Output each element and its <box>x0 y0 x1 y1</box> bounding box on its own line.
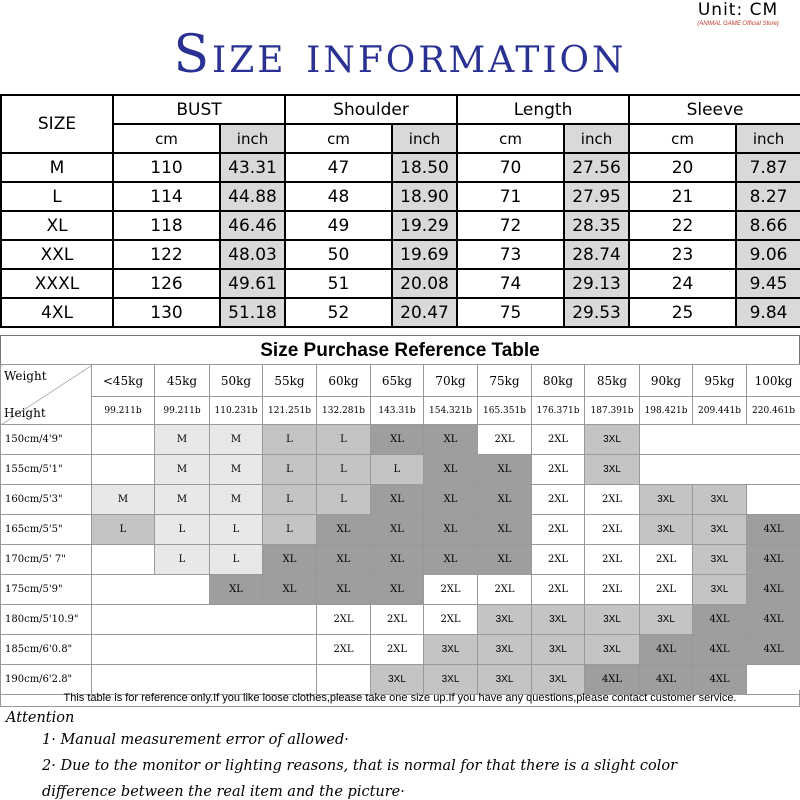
recommended-size-cell: XL <box>424 545 478 575</box>
recommended-size-cell: XL <box>371 515 424 545</box>
unit-header-inch: inch <box>220 124 285 153</box>
recommended-size-cell: 2XL <box>317 605 371 635</box>
recommended-size-cell: 3XL <box>371 665 424 695</box>
recommended-size-cell: 3XL <box>424 635 478 665</box>
cm-value: 49 <box>285 211 392 240</box>
weight-lb-header: 220.461b <box>747 397 800 425</box>
recommended-size-cell: 2XL <box>478 425 532 455</box>
reference-note: This table is for reference only.If you like loose clothes,please take one size up.If you have any questions,please contact customer service. <box>0 690 800 707</box>
recommended-size-cell: 3XL <box>585 425 640 455</box>
recommended-size-cell: 3XL <box>693 485 747 515</box>
size-information-table <box>0 94 800 328</box>
weight-lb-header: 99.211b <box>155 397 210 425</box>
empty-cell <box>92 605 317 635</box>
unit-header-cm: cm <box>629 124 736 153</box>
recommended-size-cell: XL <box>424 515 478 545</box>
weight-kg-header: 70kg <box>424 365 478 397</box>
recommended-size-cell: L <box>263 515 317 545</box>
size-label: XXL <box>1 240 113 269</box>
cm-value: 70 <box>457 153 564 182</box>
recommended-size-cell: 2XL <box>478 575 532 605</box>
recommended-size-cell: XL <box>478 455 532 485</box>
weight-lb-header: 187.391b <box>585 397 640 425</box>
recommended-size-cell: 2XL <box>532 575 585 605</box>
attention-item: 1· Manual measurement error of allowed· <box>42 732 349 748</box>
recommended-size-cell: 4XL <box>747 545 800 575</box>
inch-value: 20.08 <box>392 269 457 298</box>
recommended-size-cell: 3XL <box>532 605 585 635</box>
recommended-size-cell: 4XL <box>585 665 640 695</box>
weight-lb-header: 110.231b <box>210 397 263 425</box>
page-title: Size information <box>173 25 627 85</box>
recommended-size-cell: 2XL <box>424 605 478 635</box>
weight-lb-header: 198.421b <box>640 397 693 425</box>
empty-cell <box>92 635 317 665</box>
recommended-size-cell: L <box>317 455 371 485</box>
unit-header-cm: cm <box>285 124 392 153</box>
weight-lb-header: 176.371b <box>532 397 585 425</box>
size-row <box>1 269 800 298</box>
height-label: 180cm/5'10.9" <box>1 605 92 635</box>
empty-cell <box>640 455 800 485</box>
group-header-length: Length <box>457 95 629 124</box>
unit-header-cm: cm <box>113 124 220 153</box>
inch-value: 29.53 <box>564 298 629 327</box>
recommended-size-cell: L <box>155 545 210 575</box>
empty-cell <box>92 575 210 605</box>
size-label: L <box>1 182 113 211</box>
inch-value: 49.61 <box>220 269 285 298</box>
inch-value: 20.47 <box>392 298 457 327</box>
attention-item: 2· Due to the monitor or lighting reasons, that is normal for that there is a slight color <box>42 758 678 774</box>
recommended-size-cell: 2XL <box>371 605 424 635</box>
empty-cell <box>92 455 155 485</box>
recommended-size-cell: XL <box>317 545 371 575</box>
recommended-size-cell: 3XL <box>424 665 478 695</box>
unit-text: Unit: CM <box>697 0 779 20</box>
unit-header-inch: inch <box>392 124 457 153</box>
size-header: SIZE <box>1 95 113 153</box>
recommended-size-cell: 3XL <box>640 605 693 635</box>
recommended-size-cell: L <box>317 485 371 515</box>
cm-value: 25 <box>629 298 736 327</box>
cm-value: 50 <box>285 240 392 269</box>
reference-row <box>1 545 800 575</box>
inch-value: 8.27 <box>736 182 800 211</box>
recommended-size-cell: 3XL <box>640 485 693 515</box>
recommended-size-cell: XL <box>371 485 424 515</box>
height-label: 175cm/5'9" <box>1 575 92 605</box>
recommended-size-cell: 2XL <box>532 515 585 545</box>
inch-value: 48.03 <box>220 240 285 269</box>
recommended-size-cell: 3XL <box>693 515 747 545</box>
recommended-size-cell: 4XL <box>693 635 747 665</box>
size-label: M <box>1 153 113 182</box>
cm-value: 47 <box>285 153 392 182</box>
size-row <box>1 240 800 269</box>
recommended-size-cell: M <box>210 455 263 485</box>
recommended-size-cell: 3XL <box>532 665 585 695</box>
reference-row <box>1 485 800 515</box>
recommended-size-cell: XL <box>317 575 371 605</box>
height-label: 185cm/6'0.8" <box>1 635 92 665</box>
recommended-size-cell: M <box>210 425 263 455</box>
inch-value: 46.46 <box>220 211 285 240</box>
inch-value: 9.06 <box>736 240 800 269</box>
recommended-size-cell: XL <box>263 575 317 605</box>
cm-value: 114 <box>113 182 220 211</box>
inch-value: 9.45 <box>736 269 800 298</box>
recommended-size-cell: 2XL <box>532 545 585 575</box>
recommended-size-cell: 4XL <box>640 635 693 665</box>
recommended-size-cell: 3XL <box>478 605 532 635</box>
weight-lb-header: 209.441b <box>693 397 747 425</box>
cm-value: 51 <box>285 269 392 298</box>
recommended-size-cell: L <box>210 515 263 545</box>
recommended-size-cell: 2XL <box>317 635 371 665</box>
cm-value: 73 <box>457 240 564 269</box>
unit-label <box>683 0 793 28</box>
recommended-size-cell: 4XL <box>640 665 693 695</box>
weight-kg-header: 65kg <box>371 365 424 397</box>
group-header-shoulder: Shoulder <box>285 95 457 124</box>
inch-value: 18.90 <box>392 182 457 211</box>
recommended-size-cell: L <box>263 485 317 515</box>
weight-lb-header: 143.31b <box>371 397 424 425</box>
recommended-size-cell: XL <box>478 515 532 545</box>
recommended-size-cell: XL <box>371 575 424 605</box>
recommended-size-cell: XL <box>210 575 263 605</box>
recommended-size-cell: 2XL <box>585 545 640 575</box>
recommended-size-cell: 2XL <box>585 485 640 515</box>
group-header-sleeve: Sleeve <box>629 95 800 124</box>
recommended-size-cell: 4XL <box>747 605 800 635</box>
recommended-size-cell: XL <box>478 545 532 575</box>
cm-value: 130 <box>113 298 220 327</box>
weight-kg-header: <45kg <box>92 365 155 397</box>
size-label: XXXL <box>1 269 113 298</box>
recommended-size-cell: L <box>371 455 424 485</box>
recommended-size-cell: L <box>155 515 210 545</box>
height-label: 190cm/6'2.8" <box>1 665 92 695</box>
recommended-size-cell: 2XL <box>424 575 478 605</box>
inch-value: 8.66 <box>736 211 800 240</box>
height-label: 160cm/5'3" <box>1 485 92 515</box>
recommended-size-cell: L <box>263 425 317 455</box>
weight-kg-header: 95kg <box>693 365 747 397</box>
cm-value: 75 <box>457 298 564 327</box>
reference-row <box>1 635 800 665</box>
unit-header-inch: inch <box>736 124 800 153</box>
recommended-size-cell: XL <box>317 515 371 545</box>
cm-value: 48 <box>285 182 392 211</box>
cm-value: 122 <box>113 240 220 269</box>
recommended-size-cell: M <box>210 485 263 515</box>
cm-value: 52 <box>285 298 392 327</box>
recommended-size-cell: 4XL <box>693 605 747 635</box>
recommended-size-cell: M <box>155 425 210 455</box>
recommended-size-cell: XL <box>371 425 424 455</box>
recommended-size-cell: L <box>92 515 155 545</box>
recommended-size-cell: 2XL <box>532 485 585 515</box>
cm-value: 20 <box>629 153 736 182</box>
inch-value: 7.87 <box>736 153 800 182</box>
recommended-size-cell: 2XL <box>640 545 693 575</box>
weight-height-corner <box>1 365 92 425</box>
recommended-size-cell: XL <box>371 545 424 575</box>
inch-value: 43.31 <box>220 153 285 182</box>
cm-value: 71 <box>457 182 564 211</box>
cm-value: 110 <box>113 153 220 182</box>
recommended-size-cell: 4XL <box>747 515 800 545</box>
recommended-size-cell: L <box>317 425 371 455</box>
height-label: 170cm/5' 7" <box>1 545 92 575</box>
recommended-size-cell: 2XL <box>585 575 640 605</box>
group-header-bust: BUST <box>113 95 285 124</box>
recommended-size-cell: L <box>263 455 317 485</box>
inch-value: 44.88 <box>220 182 285 211</box>
weight-kg-header: 100kg <box>747 365 800 397</box>
size-row <box>1 153 800 182</box>
recommended-size-cell: XL <box>263 545 317 575</box>
size-purchase-reference-table <box>0 364 800 695</box>
corner-height-label: Height <box>4 406 46 420</box>
inch-value: 28.74 <box>564 240 629 269</box>
weight-lb-header: 99.211b <box>92 397 155 425</box>
recommended-size-cell: XL <box>478 485 532 515</box>
reference-row <box>1 425 800 455</box>
recommended-size-cell: 3XL <box>640 515 693 545</box>
cm-value: 23 <box>629 240 736 269</box>
weight-kg-header: 90kg <box>640 365 693 397</box>
size-row <box>1 211 800 240</box>
size-row <box>1 182 800 211</box>
store-text: (ANIMAL GAME Official Store) <box>697 21 779 27</box>
recommended-size-cell: 3XL <box>532 635 585 665</box>
reference-row <box>1 575 800 605</box>
recommended-size-cell: L <box>210 545 263 575</box>
empty-cell <box>640 425 800 455</box>
reference-table-title: Size Purchase Reference Table <box>0 335 800 364</box>
unit-header-inch: inch <box>564 124 629 153</box>
recommended-size-cell: 2XL <box>371 635 424 665</box>
cm-value: 24 <box>629 269 736 298</box>
recommended-size-cell: XL <box>424 485 478 515</box>
inch-value: 27.95 <box>564 182 629 211</box>
size-label: 4XL <box>1 298 113 327</box>
recommended-size-cell: 4XL <box>747 575 800 605</box>
recommended-size-cell: 3XL <box>585 605 640 635</box>
recommended-size-cell: 3XL <box>693 545 747 575</box>
inch-value: 19.69 <box>392 240 457 269</box>
attention-title: Attention <box>6 710 75 726</box>
cm-value: 72 <box>457 211 564 240</box>
cm-value: 126 <box>113 269 220 298</box>
cm-value: 21 <box>629 182 736 211</box>
weight-kg-header: 45kg <box>155 365 210 397</box>
inch-value: 29.13 <box>564 269 629 298</box>
empty-cell <box>92 425 155 455</box>
recommended-size-cell: 4XL <box>747 635 800 665</box>
reference-row <box>1 605 800 635</box>
recommended-size-cell: 3XL <box>585 635 640 665</box>
inch-value: 51.18 <box>220 298 285 327</box>
recommended-size-cell: M <box>92 485 155 515</box>
height-label: 150cm/4'9" <box>1 425 92 455</box>
weight-lb-header: 165.351b <box>478 397 532 425</box>
weight-kg-header: 50kg <box>210 365 263 397</box>
empty-cell <box>92 545 155 575</box>
inch-value: 27.56 <box>564 153 629 182</box>
recommended-size-cell: 3XL <box>693 575 747 605</box>
reference-row <box>1 455 800 485</box>
recommended-size-cell: M <box>155 485 210 515</box>
height-label: 165cm/5'5" <box>1 515 92 545</box>
recommended-size-cell: 2XL <box>585 515 640 545</box>
recommended-size-cell: 2XL <box>532 425 585 455</box>
recommended-size-cell: 3XL <box>478 635 532 665</box>
recommended-size-cell: M <box>155 455 210 485</box>
inch-value: 18.50 <box>392 153 457 182</box>
weight-kg-header: 55kg <box>263 365 317 397</box>
unit-header-cm: cm <box>457 124 564 153</box>
weight-lb-header: 121.251b <box>263 397 317 425</box>
weight-lb-header: 132.281b <box>317 397 371 425</box>
recommended-size-cell: 3XL <box>585 455 640 485</box>
cm-value: 74 <box>457 269 564 298</box>
weight-kg-header: 60kg <box>317 365 371 397</box>
weight-kg-header: 75kg <box>478 365 532 397</box>
cm-value: 22 <box>629 211 736 240</box>
attention-item: difference between the real item and the picture· <box>42 784 405 800</box>
recommended-size-cell: 2XL <box>640 575 693 605</box>
inch-value: 28.35 <box>564 211 629 240</box>
weight-kg-header: 85kg <box>585 365 640 397</box>
recommended-size-cell: 2XL <box>532 455 585 485</box>
size-label: XL <box>1 211 113 240</box>
size-row <box>1 298 800 327</box>
cm-value: 118 <box>113 211 220 240</box>
weight-kg-header: 80kg <box>532 365 585 397</box>
empty-cell <box>747 485 800 515</box>
recommended-size-cell: 4XL <box>693 665 747 695</box>
inch-value: 9.84 <box>736 298 800 327</box>
reference-row <box>1 515 800 545</box>
recommended-size-cell: 3XL <box>478 665 532 695</box>
recommended-size-cell: XL <box>424 425 478 455</box>
recommended-size-cell: XL <box>424 455 478 485</box>
corner-weight-label: Weight <box>4 369 47 383</box>
height-label: 155cm/5'1" <box>1 455 92 485</box>
weight-lb-header: 154.321b <box>424 397 478 425</box>
inch-value: 19.29 <box>392 211 457 240</box>
